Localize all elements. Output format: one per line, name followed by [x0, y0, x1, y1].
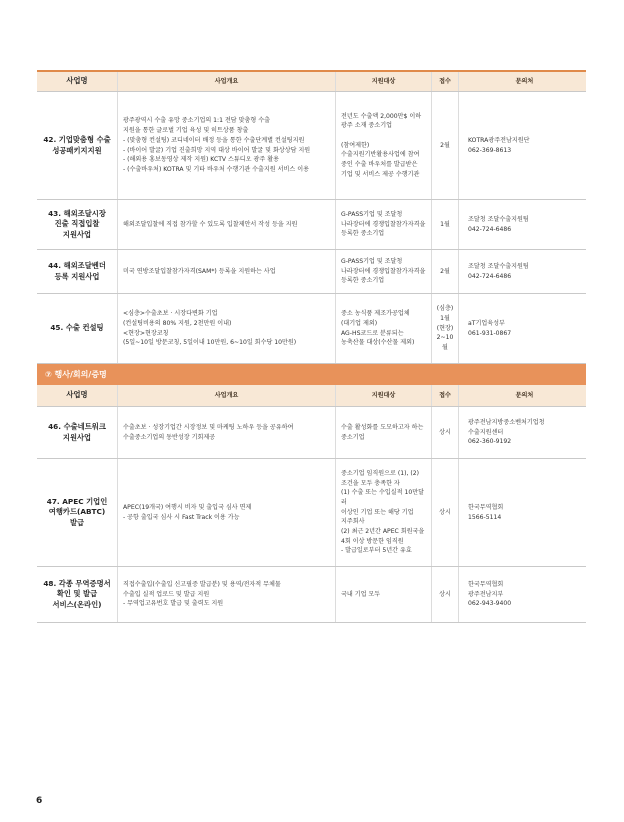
header-overview: 사업개요	[118, 72, 336, 91]
section-title-events: ⑦ 행사/회의/증명	[37, 364, 586, 385]
program-name: 45. 수출 컨설팅	[37, 294, 118, 363]
program-name: 47. APEC 기업인 여행카드(ABTC) 발급	[37, 459, 118, 566]
program-contact: aT기업육성부 061-931-0867	[468, 319, 512, 337]
program-reception: 1월	[432, 200, 459, 249]
program-overview: APEC(19개국) 여행시 비자 및 출입국 심사 면제 - 공항 출입국 심사 시 Fast Track 이용 가능	[118, 459, 336, 566]
program-name: 43. 해외조달시장 진출 직접입찰 지원사업	[37, 200, 118, 249]
program-overview: 직접수출입(수출입 신고필증 발급분) 및 용역/전자적 무체물 수출입 실적 업로드 및 발급 지원 - 무역업고유번호 발급 및 출력도 지원	[118, 567, 336, 622]
table-header	[37, 70, 586, 92]
table-row	[37, 294, 586, 364]
header-contact: 문의처	[515, 77, 534, 85]
program-overview: 광주광역시 수출 유망 중소기업의 1:1 전담 맞춤형 수출 지원을 통한 글로벌 기업 육성 및 히트상품 창출 - (맞춤형 컨설팅) 코디네이터 배정 등을 통한 수출단계별 컨설팅지원 - (바이어 발굴) 기업 진출희망 지역 대상 바이어 발굴 및 화상상담 지원 - (해외용 홍보동영상 제작 지원) KCTV 스튜디오 광주 활용 - (수출바우처) KOTRA 및 기타 바우처 수행기관 수출지원 서비스 이용	[118, 92, 336, 199]
table-row	[37, 459, 586, 567]
program-overview: <심층>수출초보 · 시장다변화 기업 (컨설팅비용의 80% 지원, 2천만원 이내) <현장>현장코칭 (5일~10일 방문코칭, 5일이내 10만원, 6~10일 회수당 10만원)	[118, 294, 336, 363]
program-overview: 해외조달입찰에 직접 참가할 수 있도록 입찰제안서 작성 등을 지원	[118, 200, 336, 249]
table-row	[37, 250, 586, 294]
table-header	[37, 385, 586, 407]
table-row	[37, 407, 586, 459]
header-contact: 문의처	[515, 391, 534, 399]
header-reception: 접수	[432, 385, 459, 406]
program-target: 전년도 수출액 2,000만$ 이하 광주 소재 중소기업 (참여제한) 수출지원기반활용사업에 참여 중인 수출 바우처를 발급받은 기업 및 서비스 제공 수행기관	[336, 92, 432, 199]
program-contact: 조달청 조달수출지원팀 042-724-6486	[468, 262, 529, 280]
program-reception: 2월	[432, 250, 459, 293]
table-row	[37, 200, 586, 250]
program-name: 42. 기업맞춤형 수출 성공패키지지원	[37, 92, 118, 199]
program-contact: 광주전남지방중소벤처기업청 수출지원센터 062-360-9192	[468, 418, 545, 446]
program-contact: 한국무역협회 1566-5114	[468, 503, 504, 521]
header-target: 지원대상	[336, 72, 432, 91]
header-name: 사업명	[37, 72, 118, 91]
program-target: 중소기업 임직원으로 (1), (2) 조건을 모두 충족한 자 (1) 수출 또는 수입실적 10만달러 이상인 기업 또는 해당 기업 지주회사 (2) 최근 2년간 APEC 회원국을 4회 이상 방문한 임직원 - 발급일로부터 5년간 유효	[336, 459, 432, 566]
program-name: 48. 각종 무역증명서 확인 및 발급 서비스(온라인)	[37, 567, 118, 622]
support-programs-table	[37, 70, 586, 623]
program-target: G-PASS기업 및 조달청 나라장터에 경쟁입찰참가자격을 등록한 중소기업	[336, 200, 432, 249]
program-reception: 2월	[432, 92, 459, 199]
header-name: 사업명	[37, 385, 118, 406]
header-reception: 접수	[432, 72, 459, 91]
header-target: 지원대상	[336, 385, 432, 406]
program-reception: 상시	[432, 567, 459, 622]
page-number: 6	[36, 796, 43, 806]
program-reception: 상시	[432, 407, 459, 458]
program-target: 국내 기업 모두	[336, 567, 432, 622]
table-row	[37, 92, 586, 200]
program-contact: KOTRA광주전남지원단 062-369-8613	[468, 136, 530, 154]
header-overview: 사업개요	[118, 385, 336, 406]
program-target: 중소 농식품 제조가공업체 (대기업 제외) AG-HS코드로 분류되는 농축산물 대상(수산물 제외)	[336, 294, 432, 363]
program-contact: 한국무역협회 광주전남지부 062-943-9400	[468, 580, 512, 608]
program-reception: (심층) 1월 (현장) 2~10 월	[432, 294, 459, 363]
program-name: 44. 해외조달벤더 등록 지원사업	[37, 250, 118, 293]
table-row	[37, 567, 586, 623]
program-reception: 상시	[432, 459, 459, 566]
program-target: 수출 활성화를 도모하고자 하는 중소기업	[336, 407, 432, 458]
program-overview: 미국 연방조달입찰참가자격(SAM*) 등록을 지원하는 사업	[118, 250, 336, 293]
program-name: 46. 수출네트워크 지원사업	[37, 407, 118, 458]
program-target: G-PASS기업 및 조달청 나라장터에 경쟁입찰참가자격을 등록한 중소기업	[336, 250, 432, 293]
program-contact: 조달청 조달수출지원팀 042-724-6486	[468, 215, 529, 233]
program-overview: 수출초보 · 성장기업간 시장정보 및 마케팅 노하우 등을 공유하여 수출중소기업의 동반성장 기회제공	[118, 407, 336, 458]
